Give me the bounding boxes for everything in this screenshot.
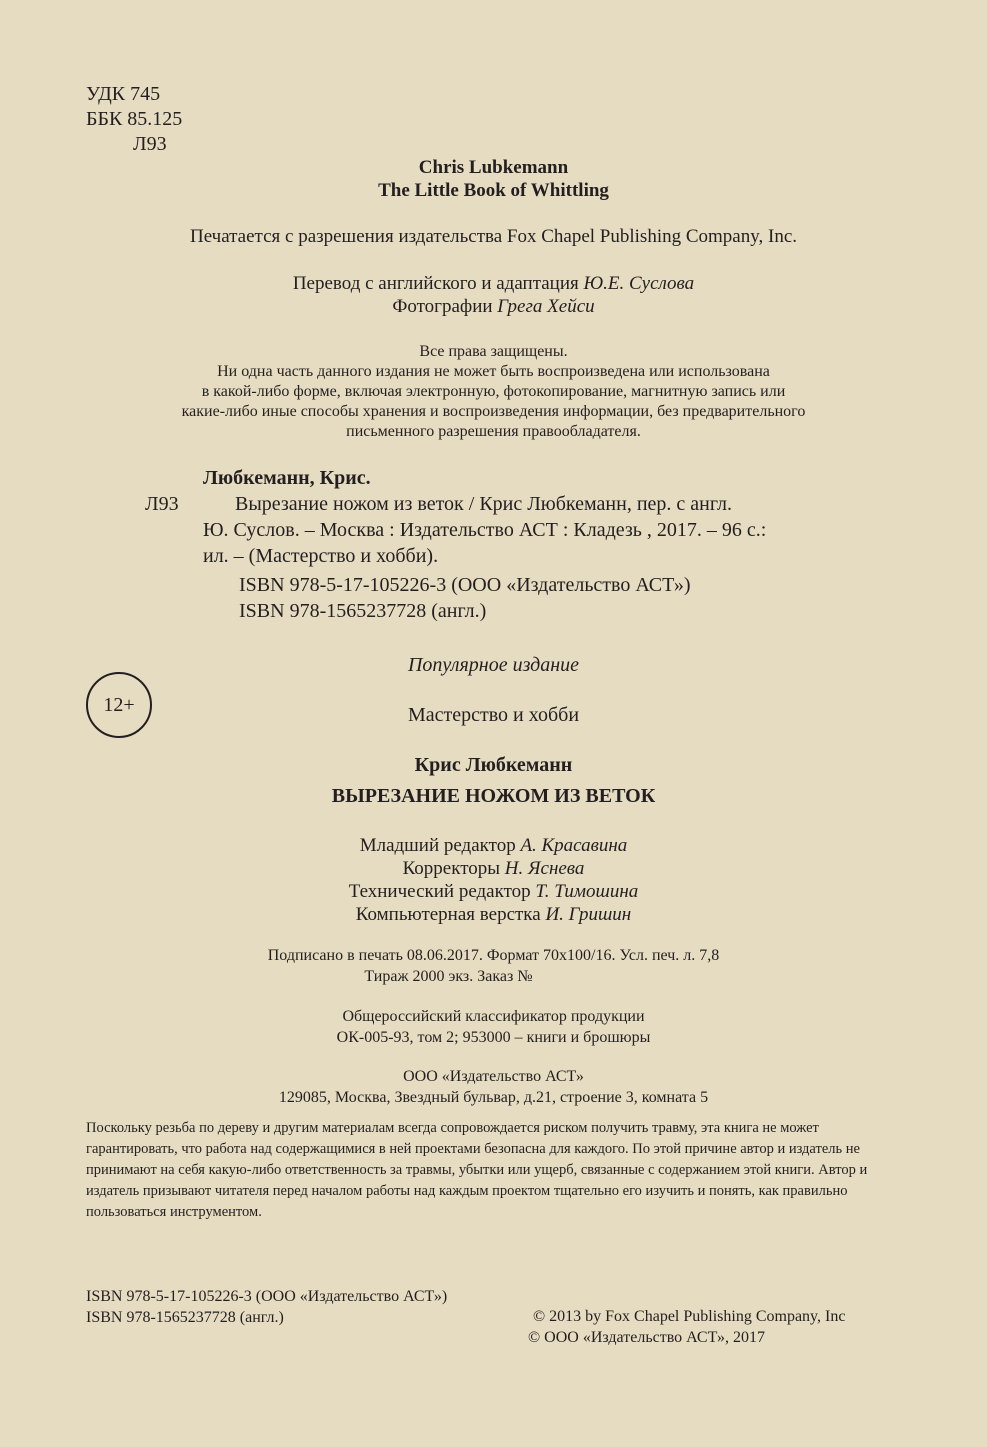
rights-line: Ни одна часть данного издания не может быть воспроизведена или использована (217, 363, 770, 380)
bib-code: Л93 (145, 493, 179, 515)
russian-author: Крис Любкеманн (414, 754, 573, 776)
bib-isbn-ru: ISBN 978-5-17-105226-3 (ООО «Издательство АСТ») (239, 574, 691, 596)
rights-line: какие-либо иные способы хранения и воспроизведения информации, без предварительного (181, 403, 806, 420)
publisher-name: ООО «Издательство АСТ» (403, 1068, 584, 1085)
original-author: Chris Lubkemann (418, 157, 569, 178)
rights-notice (0, 342, 987, 442)
bib-line: Ю. Суслов. – Москва : Издательство АСТ : Кладезь , 2017. – 96 с.: (203, 519, 767, 541)
print-info (0, 945, 987, 987)
original-edition (0, 156, 987, 202)
photo-prefix: Фотографии (392, 296, 493, 317)
udk-code: УДК 745 (86, 83, 161, 105)
bottom-isbn-block: ISBN 978-5-17-105226-3 (ООО «Издательство АСТ») ISBN 978-1565237728 (англ.) (86, 1288, 448, 1326)
publisher-address: 129085, Москва, Звездный бульвар, д.21, строение 3, комната 5 (278, 1089, 709, 1106)
bib-line: ил. – (Мастерство и хобби). (203, 545, 439, 567)
safety-warning: Поскольку резьба по дереву и другим материалам всегда сопровождается риском получить травму, эта книга не может гарантировать, что работа над содержащимися в ней проектами безопасна для каждого. По этой причине автор и издатель не принимают на себя какую-либо ответственность за травмы, убытки или ущерб, связанные с содержанием этой книги. Автор и издатель призывают читателя перед началом работы над каждым проектом тщательно его изучить и понять, как правильно пользоваться инструментом. (86, 1120, 868, 1220)
copyright-russian: © ООО «Издательство АСТ», 2017 (528, 1329, 765, 1346)
staff-credits (0, 834, 987, 926)
copyright-original: © 2013 by Fox Chapel Publishing Company, Inc (533, 1308, 846, 1325)
bib-isbn-block (239, 572, 691, 624)
staff-line: Компьютерная верстка И. Гришин (355, 904, 632, 925)
translator-name: Ю.Е. Суслова (583, 273, 695, 294)
copyright-block (528, 1306, 845, 1348)
staff-line: Корректоры Н. Яснева (402, 858, 585, 879)
rights-line: письменного разрешения правообладателя. (346, 423, 641, 440)
original-title: The Little Book of Whittling (378, 180, 609, 201)
staff-line: Младший редактор А. Красавина (359, 835, 628, 856)
bbk-code: ББК 85.125 (86, 108, 183, 130)
russian-title: ВЫРЕЗАНИЕ НОЖОМ ИЗ ВЕТОК (331, 785, 656, 807)
series-name: Мастерство и хобби (407, 704, 580, 726)
bib-line: Вырезание ножом из веток / Крис Любкеманн, пер. с англ. (235, 493, 733, 515)
bib-isbn-en: ISBN 978-1565237728 (англ.) (239, 600, 487, 622)
translation-prefix: Перевод с английского и адаптация (292, 273, 579, 294)
print-line: Тираж 2000 экз. Заказ № (364, 968, 533, 985)
staff-line: Технический редактор Т. Тимошина (348, 881, 639, 902)
permission-note: Печатается с разрешения издательства Fox Chapel Publishing Company, Inc. (189, 226, 798, 247)
rights-line: Все права защищены. (419, 343, 568, 360)
age-rating: 12+ (103, 693, 135, 716)
photographer-name: Грега Хейси (497, 296, 595, 317)
translation-credits (0, 272, 987, 318)
bib-description (203, 491, 912, 569)
rights-line: в какой-либо форме, включая электронную, фотокопирование, магнитную запись или (201, 383, 786, 400)
popular-edition: Популярное издание (407, 654, 580, 676)
publisher-info (0, 1066, 987, 1108)
author-mark: Л93 (133, 133, 167, 155)
print-line: Подписано в печать 08.06.2017. Формат 70x100/16. Усл. печ. л. 7,8 (267, 947, 720, 964)
classifier-info: Общероссийский классификатор продукции ОК-005-93, том 2; 953000 – книги и брошюры (336, 1008, 651, 1046)
udk-block (86, 82, 182, 157)
bib-author: Любкеманн, Крис. (203, 467, 371, 489)
